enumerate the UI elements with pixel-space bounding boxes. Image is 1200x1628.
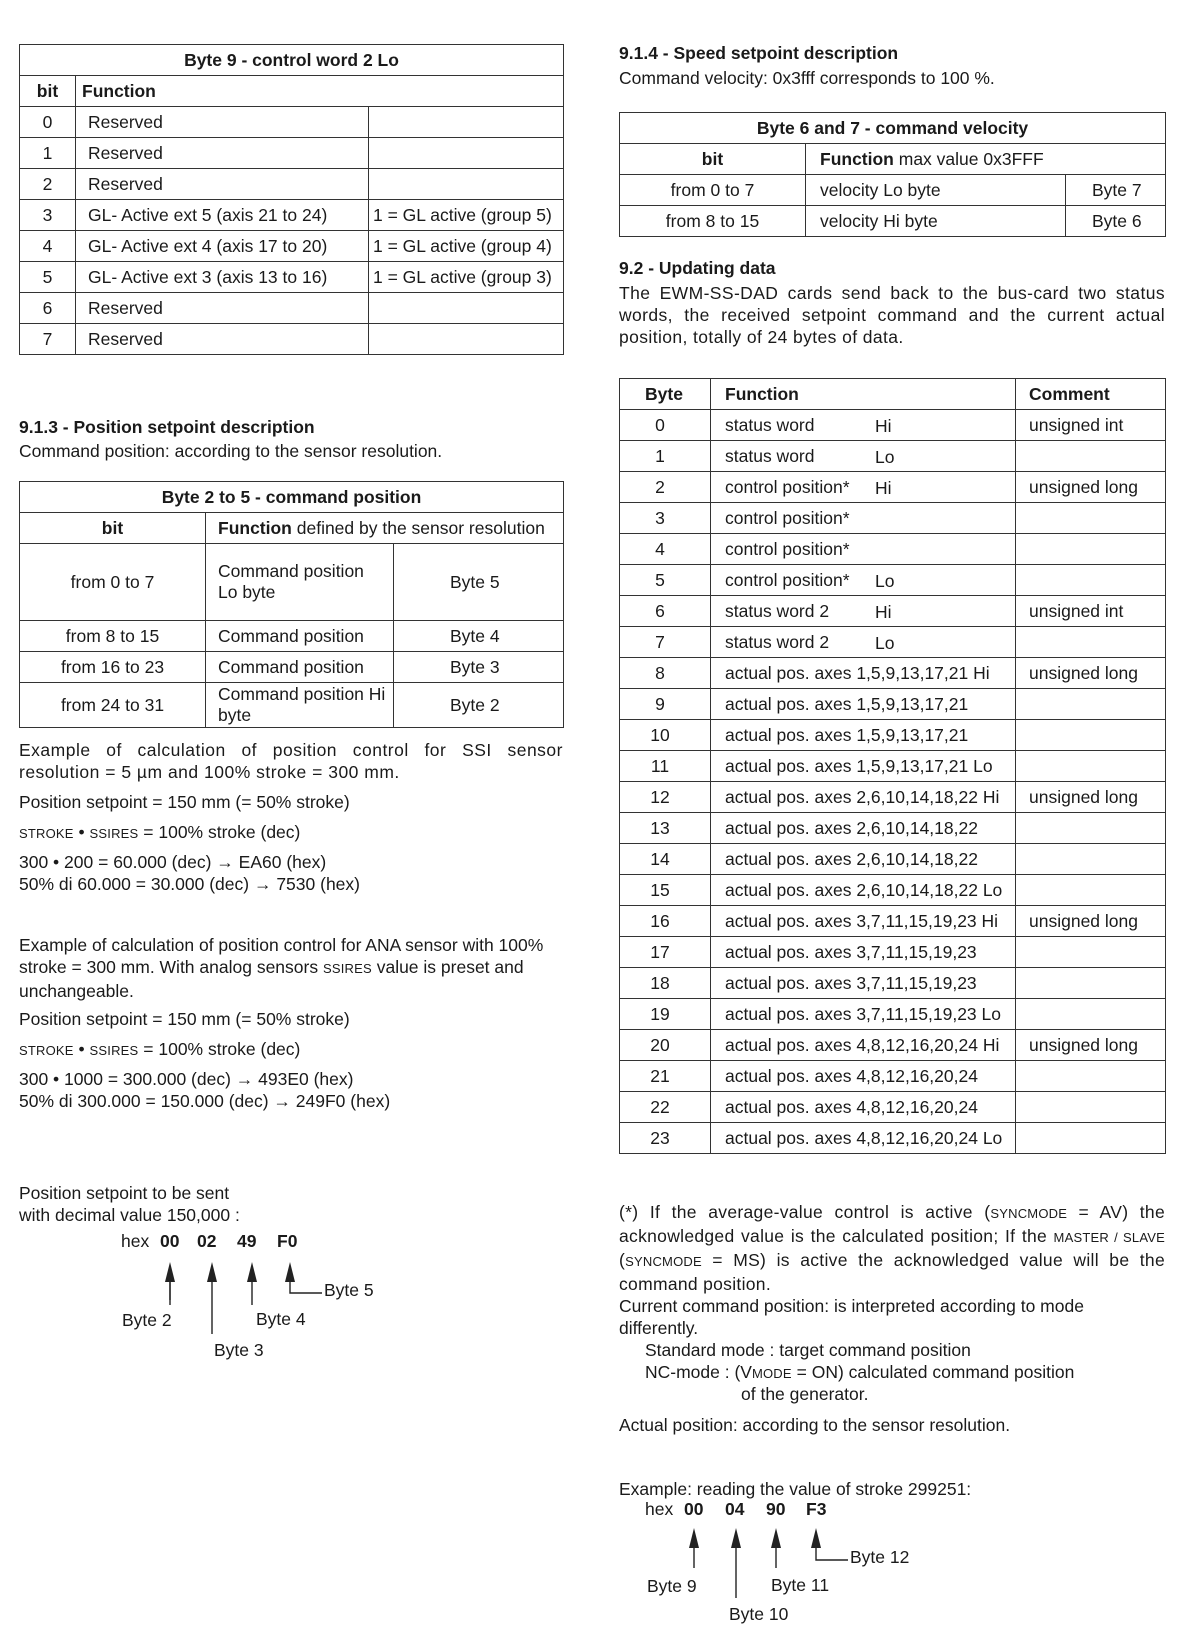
function-text: status word [725, 414, 815, 435]
comment-cell: unsigned int [1016, 596, 1166, 627]
current-cmd-nc-cont: of the generator. [741, 1384, 869, 1404]
function-text: actual pos. axes 1,5,9,13,17,21 Lo [725, 755, 993, 776]
function-text: actual pos. axes 2,6,10,14,18,22 Lo [725, 879, 1003, 900]
bit-cell: 2 [20, 169, 76, 200]
hex-left-byte-1: 02 [197, 1231, 217, 1251]
byte-cell: 21 [620, 1061, 711, 1092]
function-text: actual pos. axes 1,5,9,13,17,21 Hi [725, 662, 990, 683]
byte-cell: 16 [620, 906, 711, 937]
byte-cell: Byte 6 [1066, 206, 1166, 237]
byte-cell: 13 [620, 813, 711, 844]
ana-formula: STROKE • SSIRES = 100% stroke (dec) [19, 1039, 301, 1059]
byte-cell: 10 [620, 720, 711, 751]
hilo-text: Hi [875, 416, 892, 436]
hex-left-byte-0: 00 [160, 1231, 180, 1251]
function-text: actual pos. axes 2,6,10,14,18,22 [725, 817, 978, 838]
hex-right-byte-label-1: Byte 10 [729, 1604, 789, 1624]
footnote: (*) If the average-value control is active (SYNCMODE = AV) the acknowledged value is the calculated position; If the MASTER / SLAVE (SYNCMODE = MS) is active the acknowledged value will be the command position. [619, 1202, 1165, 1294]
function-text: control position* [725, 538, 850, 559]
function-cell: Command position [206, 621, 394, 652]
byte-cell: 14 [620, 844, 711, 875]
function-text: actual pos. axes 3,7,11,15,19,23 Lo [725, 1003, 1001, 1024]
function-cell: Reserved [76, 138, 369, 169]
sec914-heading: 9.1.4 - Speed setpoint description [619, 43, 899, 63]
hex-left-byte-3: F0 [277, 1231, 298, 1251]
hex-right-line1: Example: reading the value of stroke 299251: [619, 1479, 972, 1499]
function-cell: GL- Active ext 5 (axis 21 to 24) [76, 200, 369, 231]
function-text: control position* [725, 476, 850, 497]
cmdpos-col-function: Function defined by the sensor resolution [206, 513, 564, 544]
byte-cell: 9 [620, 689, 711, 720]
actual-position-text: Actual position: according to the sensor resolution. [619, 1415, 1011, 1435]
bit-cell: 7 [20, 324, 76, 355]
ana-example-intro: Example of calculation of position control for ANA sensor with 100% stroke = 300 mm. With analog sensors SSIRES value is preset and unchangeable. [19, 935, 544, 1001]
byte-cell: 17 [620, 937, 711, 968]
byte-cell: 6 [620, 596, 711, 627]
function-cell: Reserved [76, 293, 369, 324]
comment-cell: unsigned long [1016, 472, 1166, 503]
function-text: actual pos. axes 1,5,9,13,17,21 [725, 693, 969, 714]
function-text: actual pos. axes 4,8,12,16,20,24 [725, 1065, 978, 1086]
byte-cell: Byte 5 [394, 544, 564, 621]
function-cell: velocity Lo byte [806, 175, 1066, 206]
byte-cell: 1 [620, 441, 711, 472]
note-cell: 1 = GL active (group 4) [369, 231, 564, 262]
byte-cell: 22 [620, 1092, 711, 1123]
function-cell: Reserved [76, 324, 369, 355]
byte-cell: 12 [620, 782, 711, 813]
function-cell: Command position [206, 652, 394, 683]
function-text: actual pos. axes 1,5,9,13,17,21 [725, 724, 969, 745]
hex-right-byte-label-2: Byte 11 [771, 1575, 830, 1595]
bit-cell: 4 [20, 231, 76, 262]
bit-cell: 1 [20, 138, 76, 169]
hex-right-byte-1: 04 [725, 1499, 745, 1519]
current-cmd-standard: Standard mode : target command position [645, 1340, 971, 1360]
data-col-function: Function [711, 379, 1016, 410]
ana-calc2: 50% di 300.000 = 150.000 (dec) → 249F0 (hex) [19, 1091, 391, 1111]
ana-calc1: 300 • 1000 = 300.000 (dec) → 493E0 (hex) [19, 1069, 354, 1089]
bit-cell: from 24 to 31 [20, 683, 206, 728]
hex-right-byte-2: 90 [766, 1499, 786, 1519]
bit-cell: from 0 to 7 [620, 175, 806, 206]
bit-cell: 3 [20, 200, 76, 231]
hilo-text: Lo [875, 633, 895, 653]
hex-left-byte-label-1: Byte 3 [214, 1340, 264, 1360]
function-text: actual pos. axes 3,7,11,15,19,23 Hi [725, 910, 999, 931]
hex-right-byte-0: 00 [684, 1499, 704, 1519]
bit-cell: from 8 to 15 [20, 621, 206, 652]
byte-cell: 3 [620, 503, 711, 534]
current-cmd-line1: Current command position: is interpreted according to mode differently. [619, 1296, 1084, 1338]
sec92-heading: 9.2 - Updating data [619, 258, 776, 278]
byte-cell: 19 [620, 999, 711, 1030]
hex-right-byte-3: F3 [806, 1499, 827, 1519]
ssi-calc2: 50% di 60.000 = 30.000 (dec) → 7530 (hex) [19, 874, 360, 894]
hex-left-byte-label-0: Byte 2 [122, 1310, 172, 1330]
cmdpos-col-bit: bit [20, 513, 206, 544]
bit-cell: from 8 to 15 [620, 206, 806, 237]
hex-right-label: hex [645, 1499, 674, 1519]
velocity-table-title: Byte 6 and 7 - command velocity [620, 113, 1166, 144]
bit-cell: 0 [20, 107, 76, 138]
velocity-col-function: Function max value 0x3FFF [806, 144, 1166, 175]
hilo-text: Hi [875, 602, 892, 622]
byte-cell: 7 [620, 627, 711, 658]
bit-cell: 5 [20, 262, 76, 293]
function-text: actual pos. axes 2,6,10,14,18,22 Hi [725, 786, 1000, 807]
function-text: actual pos. axes 4,8,12,16,20,24 Lo [725, 1127, 1003, 1148]
byte9-col-function: Function [76, 76, 564, 107]
byte-cell: 20 [620, 1030, 711, 1061]
byte9-col-bit: bit [20, 76, 76, 107]
function-text: control position* [725, 569, 850, 590]
function-cell: Reserved [76, 169, 369, 200]
function-text: control position* [725, 507, 850, 528]
hilo-text: Lo [875, 447, 895, 467]
hilo-text: Lo [875, 571, 895, 591]
byte-cell: Byte 3 [394, 652, 564, 683]
hex-left-byte-label-2: Byte 4 [256, 1309, 306, 1329]
comment-cell: unsigned int [1016, 410, 1166, 441]
function-text: actual pos. axes 3,7,11,15,19,23 [725, 941, 977, 962]
ssi-formula: STROKE • SSIRES = 100% stroke (dec) [19, 822, 301, 842]
function-cell: GL- Active ext 4 (axis 17 to 20) [76, 231, 369, 262]
comment-cell: unsigned long [1016, 782, 1166, 813]
bit-cell: from 16 to 23 [20, 652, 206, 683]
function-cell: Reserved [76, 107, 369, 138]
comment-cell: unsigned long [1016, 658, 1166, 689]
function-cell: Command position Lo byte [206, 544, 394, 621]
byte9-table-title: Byte 9 - control word 2 Lo [20, 45, 564, 76]
bit-cell: from 0 to 7 [20, 544, 206, 621]
function-text: actual pos. axes 4,8,12,16,20,24 Hi [725, 1034, 1000, 1055]
byte-cell: 0 [620, 410, 711, 441]
byte-cell: Byte 7 [1066, 175, 1166, 206]
sec913-heading: 9.1.3 - Position setpoint description [19, 417, 315, 437]
hex-right-byte-label-0: Byte 9 [647, 1576, 697, 1596]
byte-cell: 8 [620, 658, 711, 689]
comment-cell: unsigned long [1016, 906, 1166, 937]
hex-right-byte-label-3: Byte 12 [850, 1547, 910, 1567]
function-text: status word 2 [725, 600, 830, 621]
ssi-setpoint: Position setpoint = 150 mm (= 50% stroke) [19, 792, 350, 812]
hex-left-label: hex [121, 1231, 150, 1251]
byte-cell: 2 [620, 472, 711, 503]
byte-cell: 4 [620, 534, 711, 565]
data-col-byte: Byte [620, 379, 711, 410]
sec914-text: Command velocity: 0x3fff corresponds to 100 %. [619, 68, 995, 88]
hex-left-line1: Position setpoint to be sent [19, 1183, 230, 1203]
bit-cell: 6 [20, 293, 76, 324]
function-cell: Command position Hi byte [206, 683, 394, 728]
function-text: actual pos. axes 2,6,10,14,18,22 [725, 848, 978, 869]
data-col-comment: Comment [1016, 379, 1166, 410]
ssi-calc1: 300 • 200 = 60.000 (dec) → EA60 (hex) [19, 852, 327, 872]
byte-cell: Byte 2 [394, 683, 564, 728]
byte-cell: Byte 4 [394, 621, 564, 652]
current-cmd-nc: NC-mode : (VMODE = ON) calculated command position [645, 1362, 1075, 1382]
comment-cell: unsigned long [1016, 1030, 1166, 1061]
sec913-text: Command position: according to the sensor resolution. [19, 441, 443, 461]
function-text: status word 2 [725, 631, 830, 652]
cmdpos-table-title: Byte 2 to 5 - command position [20, 482, 564, 513]
function-text: actual pos. axes 3,7,11,15,19,23 [725, 972, 977, 993]
ana-setpoint: Position setpoint = 150 mm (= 50% stroke) [19, 1009, 350, 1029]
hilo-text: Hi [875, 478, 892, 498]
function-cell: velocity Hi byte [806, 206, 1066, 237]
hex-left-line2: with decimal value 150,000 : [19, 1205, 240, 1225]
byte-cell: 23 [620, 1123, 711, 1154]
function-text: status word [725, 445, 815, 466]
function-cell: GL- Active ext 3 (axis 13 to 16) [76, 262, 369, 293]
sec92-text: The EWM-SS-DAD cards send back to the bus-card two status words, the received setpoint command and the current actual position, totally of 24 bytes of data. [619, 283, 1165, 347]
byte-cell: 18 [620, 968, 711, 999]
byte-cell: 15 [620, 875, 711, 906]
ssi-example-intro: Example of calculation of position control for SSI sensor resolution = 5 µm and 100% stroke = 300 mm. [19, 740, 563, 782]
byte-cell: 5 [620, 565, 711, 596]
function-text: actual pos. axes 4,8,12,16,20,24 [725, 1096, 978, 1117]
note-cell: 1 = GL active (group 5) [369, 200, 564, 231]
hex-left-byte-label-3: Byte 5 [324, 1280, 374, 1300]
byte-cell: 11 [620, 751, 711, 782]
hex-left-byte-2: 49 [237, 1231, 257, 1251]
note-cell: 1 = GL active (group 3) [369, 262, 564, 293]
velocity-col-bit: bit [620, 144, 806, 175]
